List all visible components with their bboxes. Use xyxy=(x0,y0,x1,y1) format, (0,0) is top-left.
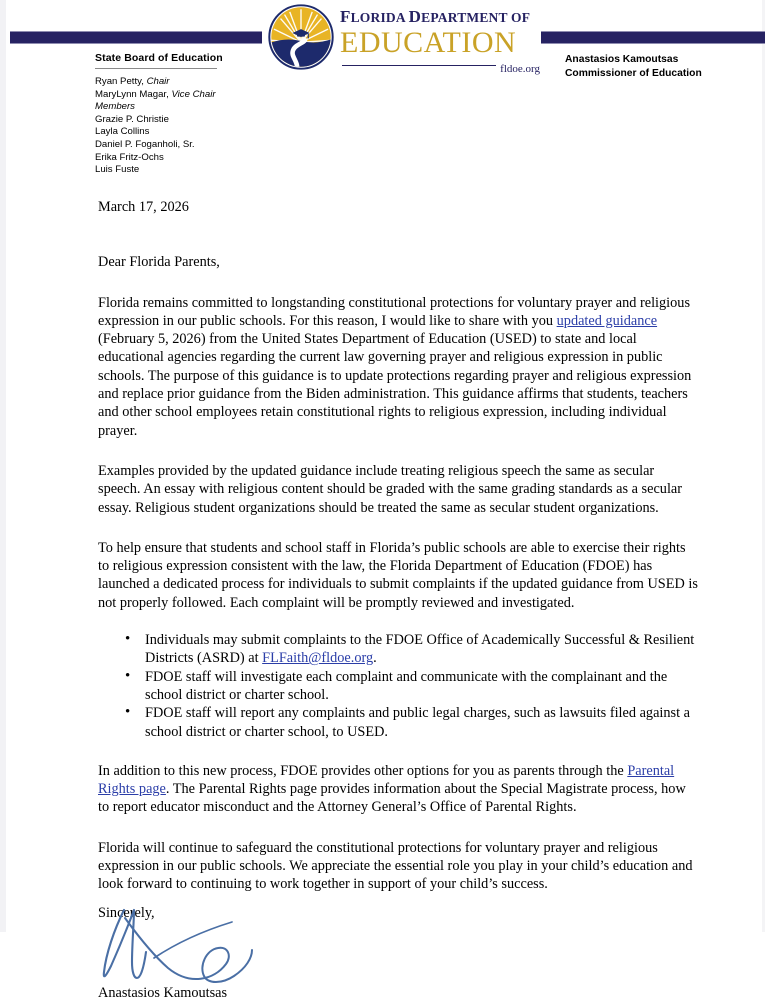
state-board-block xyxy=(95,52,295,177)
board-chair: Ryan Petty, Chair xyxy=(95,76,170,87)
letter-salutation: Dear Florida Parents, xyxy=(98,254,220,271)
paragraph-4-text-b: . The Parental Rights page provides information about the Special Magistrate process, how to report educator misconduct and the Attorney General’s Office of Parental Rights. xyxy=(98,781,686,816)
signature-block xyxy=(98,904,698,1000)
state-board-divider xyxy=(95,68,217,69)
flfaith-email-link[interactable]: FLFaith@fldoe.org xyxy=(262,650,374,667)
fdoe-logo xyxy=(264,2,540,74)
letterhead xyxy=(6,0,762,196)
list-item: • FDOE staff will report any complaints and public legal charges, such as lawsuits filed against a school district or charter school, to USED. xyxy=(145,704,698,741)
paragraph-2: Examples provided by the updated guidance include treating religious speech the same as secular speech. An essay with religious content should be graded with the same grading standards as a secular essay. Religious student organizations should be treated the same as secular student organizations. xyxy=(98,462,683,516)
wordmark-line-1: FLORIDA DEPARTMENT OF xyxy=(340,7,531,26)
board-member: Erika Fritz-Ochs xyxy=(95,151,164,163)
state-board-members xyxy=(95,76,295,177)
wordmark-line-2: EDUCATION xyxy=(340,26,517,59)
board-vice-chair: MaryLynn Magar, Vice Chair xyxy=(95,88,216,100)
list-item xyxy=(145,631,698,668)
board-member: Layla Collins xyxy=(95,126,150,138)
fdoe-url: fldoe.org xyxy=(496,63,540,75)
paragraph-1-text-b: (February 5, 2026) from the United States Department of Education (USED) to state and local educational agencies regarding the current law governing prayer and religious expression in public schools. The purpose of this guidance is to update protections regarding prayer and religious expression and replace prior guidance from the Biden administration. This guidance affirms that students, teachers and other school employees retain constitutional rights to religious expression, including individual prayer. xyxy=(98,331,692,439)
signatory-name: Anastasios Kamoutsas xyxy=(98,984,228,1001)
paragraph-1 xyxy=(98,294,698,440)
commissioner-block xyxy=(565,53,702,80)
paragraph-4-text-a: In addition to this new process, FDOE provides other options for you as parents through the xyxy=(98,762,628,779)
state-board-title: State Board of Education xyxy=(95,52,223,64)
paragraph-3: To help ensure that students and school staff in Florida’s public schools are able to exercise their rights to religious expression consistent with the law, the Florida Department of Education (FDOE) has launched a dedicated process for individuals to submit complaints if the updated guidance from USED is not properly followed. Each complaint will be promptly reviewed and investigated. xyxy=(98,539,698,611)
letter-body xyxy=(98,198,698,1000)
letter-date: March 17, 2026 xyxy=(98,199,189,215)
paragraph-1-text-a: Florida remains committed to longstanding constitutional protections for voluntary prayer and religious expression in our public schools. For this reason, I would like to share with you xyxy=(98,294,691,329)
commissioner-title: Commissioner of Education xyxy=(565,67,702,79)
updated-guidance-link[interactable]: updated guidance xyxy=(556,312,658,329)
wordmark-url-row xyxy=(340,59,540,75)
header-rule-right xyxy=(541,31,765,44)
closing-salutation: Sincerely, xyxy=(98,904,155,921)
complaint-process-list xyxy=(98,631,698,741)
board-members-label: Members xyxy=(95,101,135,113)
fdoe-wordmark xyxy=(340,7,540,75)
header-rule-left xyxy=(10,31,262,44)
board-member: Grazie P. Christie xyxy=(95,113,169,125)
paragraph-5: Florida will continue to safeguard the constitutional protections for voluntary prayer and religious expression in our public schools. We appreciate the essential role you play in your child’s education and look forward to continuing to work together in support of your child’s success. xyxy=(98,839,693,893)
parental-rights-page-link[interactable]: Parental Rights page xyxy=(98,762,675,798)
commissioner-name: Anastasios Kamoutsas xyxy=(565,54,679,65)
bullet-1-text-b: . xyxy=(373,650,377,667)
paragraph-4 xyxy=(98,762,698,817)
board-member: Daniel P. Foganholi, Sr. xyxy=(95,138,195,150)
board-member: Luis Fuste xyxy=(95,164,140,176)
bullet-1-text-a: Individuals may submit complaints to the FDOE Office of Academically Successful & Resilient Districts (ASRD) at xyxy=(145,632,695,667)
list-item: • FDOE staff will investigate each complaint and communicate with the complainant and the school district or charter school. xyxy=(145,668,698,705)
